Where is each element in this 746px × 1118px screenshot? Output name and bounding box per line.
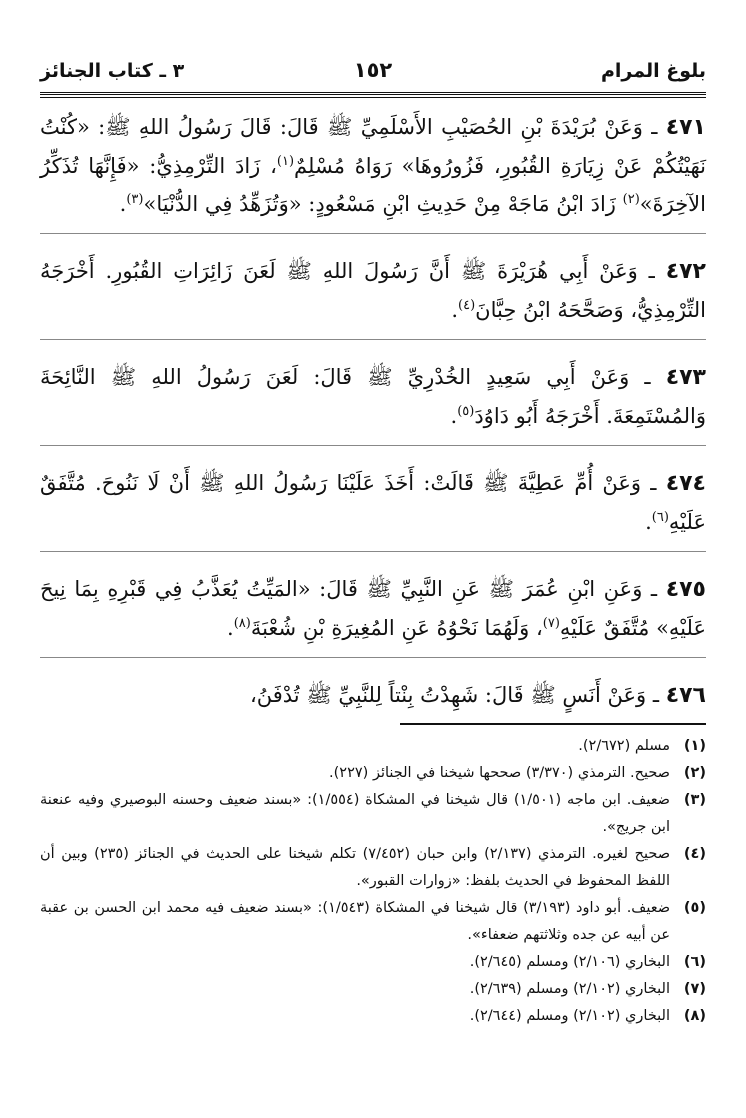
footnotes — [40, 733, 706, 1030]
footnote-item — [40, 841, 706, 895]
hadith-end: . — [451, 298, 459, 322]
footnote-number: (٦) — [683, 954, 706, 970]
hadith-divider — [40, 445, 706, 446]
page-header — [40, 56, 706, 92]
hadith-end: . — [227, 616, 234, 640]
footnote-item — [40, 787, 706, 841]
footnote-text: صحيح لغيره. الترمذي (٢/١٣٧) وابن حبان (٧/٤٥٢) تكلم شيخنا على الحديث في الجنائز (٢٣٥) وبين أن اللفظ المحفوظ في الحديث بلفظ: «زوارات القبور». — [40, 846, 671, 889]
hadith-472 — [40, 252, 706, 340]
footnote-text: البخاري (٢/١٠٦) ومسلم (٢/٦٤٥). — [469, 954, 670, 970]
hadith-text: زَادَ ابْنُ مَاجَهْ مِنْ حَدِيثِ ابْنِ مَسْعُودٍ: «وَتُزَهِّدُ فِي الدُّنْيَا» — [143, 192, 623, 216]
hadith-474 — [40, 464, 706, 552]
hadith-end: . — [450, 404, 458, 428]
footnote-ref[interactable]: (٣) — [126, 192, 144, 207]
hadith-475 — [40, 570, 706, 658]
hadith-number: ٤٧٣ — [665, 365, 706, 390]
hadith-divider — [40, 657, 706, 658]
footnote-item — [40, 895, 706, 949]
footnote-number: (٢) — [683, 765, 706, 781]
footnote-number: (١) — [683, 738, 706, 754]
hadith-divider — [40, 551, 706, 552]
footnote-item — [40, 760, 706, 787]
footnote-ref[interactable]: (٢) — [622, 192, 640, 207]
footnote-item — [40, 1003, 706, 1030]
footnote-number: (٨) — [683, 1008, 706, 1024]
footnote-ref[interactable]: (٥) — [457, 404, 475, 419]
page-number: ١٥٢ — [353, 58, 393, 82]
footnote-text: ضعيف. أبو داود (٣/١٩٣) قال شيخنا في المشكاة (١/٥٤٣): «بسند ضعيف فيه محمد ابن الحسن بن عقبة عن أبيه عن جده وثلاثتهم ضعفاء». — [40, 900, 670, 943]
footnote-ref[interactable]: (١) — [276, 154, 295, 169]
footnote-number: (٣) — [683, 792, 706, 808]
footnote-text: ضعيف. ابن ماجه (١/٥٠١) قال شيخنا في المشكاة (١/٥٥٤): «بسند ضعيف وحسنه البوصيري وفيه عنعنة ابن جريج». — [40, 792, 670, 835]
footnote-text: البخاري (٢/١٠٢) ومسلم (٢/٦٣٩). — [469, 981, 670, 997]
hadith-text: ، وَلَهُمَا نَحْوُهُ عَنِ المُغِيرَةِ بْنِ شُعْبَةَ — [250, 616, 543, 640]
hadith-text: ، زَادَ التِّرْمِذِيُّ: «فَإِنَّهَا تُذَكِّرُ الآخِرَةَ» — [40, 154, 706, 216]
footnote-ref[interactable]: (٧) — [542, 616, 560, 631]
hadith-number: ٤٧٦ — [665, 683, 706, 708]
book-title: بلوغ المرام — [600, 60, 706, 82]
hadith-end: . — [119, 192, 127, 216]
footnote-number: (٧) — [683, 981, 706, 997]
footnote-number: (٥) — [683, 900, 706, 916]
hadith-text: ـ وَعَنْ أَبِي سَعِيدٍ الخُدْرِيِّ ﷺ قَالَ: لَعَنَ رَسُولُ اللهِ ﷺ النَّائِحَةَ وَالمُسْتَمِعَةَ. أَخْرَجَهُ أَبُو دَاوُدَ — [40, 365, 706, 428]
footnote-text: مسلم (٢/٦٧٢). — [578, 738, 670, 754]
hadith-divider — [40, 339, 706, 340]
hadith-number: ٤٧١ — [665, 115, 706, 140]
hadith-number: ٤٧٤ — [665, 471, 706, 496]
hadith-473 — [40, 358, 706, 446]
footnote-ref[interactable]: (٨) — [233, 616, 251, 631]
footnote-number: (٤) — [683, 846, 706, 862]
footnote-divider — [400, 723, 706, 725]
hadith-text: ـ وَعَنْ أَبِي هُرَيْرَةَ ﷺ أَنَّ رَسُولَ اللهِ ﷺ لَعَنَ زَائِرَاتِ القُبُورِ. أَخْرَجَهُ التِّرْمِذِيُّ، وَصَحَّحَهُ ابْنُ حِبَّانَ — [40, 259, 706, 322]
hadith-476 — [40, 676, 706, 715]
footnote-item — [40, 733, 706, 760]
footnote-text: البخاري (٢/١٠٢) ومسلم (٢/٦٤٤). — [469, 1008, 670, 1024]
hadith-471 — [40, 108, 706, 234]
chapter-title: ٣ ـ كتاب الجنائز — [40, 60, 185, 82]
hadith-text: ـ وَعَنْ أُمِّ عَطِيَّةَ ﷺ قَالَتْ: أَخَذَ عَلَيْنَا رَسُولُ اللهِ ﷺ أَنْ لَا نَنُوحَ. مُتَّفَقٌ عَلَيْهِ — [40, 471, 706, 534]
hadith-number: ٤٧٢ — [665, 259, 706, 284]
hadith-text: ـ وَعَنْ بُرَيْدَةَ بْنِ الحُصَيْبِ الأَسْلَمِيِّ ﷺ قَالَ: قَالَ رَسُولُ اللهِ ﷺ: «كُنْتُ نَهَيْتُكُمْ عَنْ زِيَارَةِ القُبُورِ، فَزُورُوهَا» رَوَاهُ مُسْلِمٌ — [40, 115, 706, 178]
hadith-list — [40, 108, 706, 733]
footnote-item — [40, 976, 706, 1003]
footnote-ref[interactable]: (٦) — [651, 510, 669, 525]
footnote-ref[interactable]: (٤) — [458, 298, 476, 313]
footnote-text: صحيح. الترمذي (٣/٣٧٠) صححها شيخنا في الجنائز (٢٢٧). — [329, 765, 670, 781]
hadith-divider — [40, 233, 706, 234]
footnote-item — [40, 949, 706, 976]
hadith-end: . — [645, 510, 652, 534]
hadith-text: ـ وَعَنْ أَنَسٍ ﷺ قَالَ: شَهِدْتُ بِنْتاً لِلنَّبِيِّ ﷺ تُدْفَنُ، — [249, 683, 660, 707]
hadith-number: ٤٧٥ — [665, 577, 706, 602]
hadith-text: ـ وَعَنِ ابْنِ عُمَرَ ﷺ عَنِ النَّبِيِّ ﷺ قَالَ: «المَيِّتُ يُعَذَّبُ فِي قَبْرِهِ بِمَا نِيحَ عَلَيْهِ» مُتَّفَقٌ عَلَيْهِ — [40, 577, 706, 640]
header-divider — [40, 92, 706, 98]
